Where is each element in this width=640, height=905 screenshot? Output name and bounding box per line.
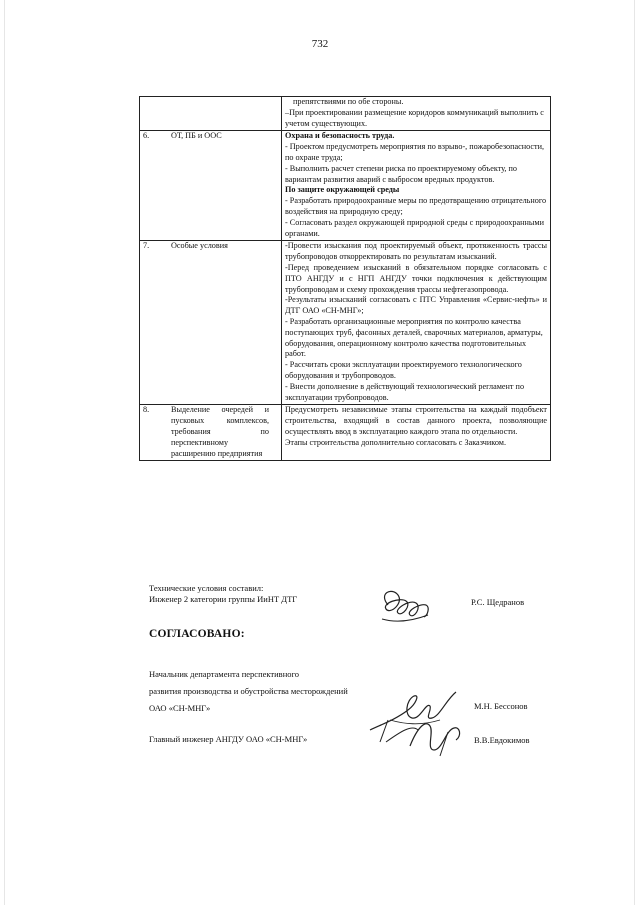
row-title: Особые условия [171,241,228,251]
row-header-cell [140,241,282,405]
row-paragraph: По защите окружающей среды [285,185,400,195]
row-paragraph: -Результаты изысканий согласовать с ПТС Управления «Сервис-нефть» и ДТГ ОАО «СН-МНГ»; [285,295,547,316]
signatory-position-1-line1: Начальник департамента перспективного [149,669,300,679]
row-number: 6. [143,131,150,141]
row-header-cell [140,405,282,461]
signatory-position-1-line3: ОАО «СН-МНГ» [149,703,211,713]
technical-conditions-table [139,96,551,461]
row-header-cell [140,97,282,131]
row-paragraph: –При проектировании размещение коридоров коммуникаций выполнить с учетом существующих. [285,107,544,128]
composed-by-block [149,583,297,604]
row-paragraph: - Рассчитать сроки эксплуатации проектируемого технологического оборудования и трубопроводов. [285,360,522,380]
signatory-position-2: Главный инженер АНГДУ ОАО «СН-МНГ» [149,734,308,744]
row-paragraph: Охрана и безопасность труда. [285,131,395,141]
signatory-name-2: В.В.Евдокимов [474,735,530,745]
row-paragraph: -Провести изыскания под проектируемый объект, протяженность трассы трубопроводов откорректировать по результатам изысканий. [285,241,547,262]
signatory-name-1: М.Н. Бессонов [474,701,528,711]
row-paragraph: Предусмотреть независимые этапы строительства на каждый подобъект строительства, входящий в состав данного проекта, позволяющие осуществлять ввод в эксплуатацию каждого этапа по отдельности. [285,405,547,436]
row-paragraph: -Перед проведением изысканий в обязательном порядке согласовать с ПТО АНГДУ и с НГП АНГДУ точки подключения к действующим трубопроводам и схему прохождения трассы нефтегазопровода. [285,262,547,294]
row-paragraph: - Выполнить расчет степени риска по проектируемому объекту, по вариантам развития аварий с выбросом вредных продуктов. [285,163,518,184]
row-number: 7. [143,241,150,251]
row-content-cell [282,405,551,461]
row-paragraph: Этапы строительства дополнительно согласовать с Заказчиком. [285,437,506,447]
row-paragraph: - Согласовать раздел окружающей природной среды с природоохранными органами. [285,217,544,238]
page-number: 732 [311,38,329,50]
row-paragraph: - Разработать организационные мероприятия по контролю качества поступающих труб, фасонных деталей, сварочных материалов, арматуры, оборудования, операционному контролю качества подготовительных работ. [285,316,543,359]
composer-name: Р.С. Щедранов [471,597,525,607]
composed-by-position: Инженер 2 категории группы ИиНТ ДТГ [149,593,298,604]
row-number: 8. [143,405,150,415]
agreed-heading: СОГЛАСОВАНО: [149,628,245,640]
composed-by-label: Технические условия составил: [149,583,264,593]
signature-evdokimov [404,716,468,760]
signatory-position-1-line2: развития производства и обустройства месторождений [149,686,348,696]
signatory-position-1 [149,666,348,717]
row-content-cell [282,97,551,131]
row-content-cell [282,131,551,241]
row-paragraph: - Разработать природоохранные меры по предотвращению отрицательного воздействия на природную среду; [285,196,547,216]
row-paragraph: - Проектом предусмотреть мероприятия по взрыво-, пожаробезопасности, по охране труда; [285,142,545,162]
table-row [140,241,551,405]
row-header-cell [140,131,282,241]
row-title: ОТ, ПБ и ООС [171,131,222,141]
table-row [140,97,551,131]
table-row [140,131,551,241]
row-title: Выделение очередей и пусковых комплексов, требования по перспективному расширению предприятия [171,405,269,458]
row-paragraph: - Внести дополнение в действующий технологический регламент по эксплуатации трубопроводов. [285,381,525,402]
signature-shchedranov [376,585,434,625]
row-paragraph: препятствиями по обе стороны. [293,97,404,106]
table-row [140,405,551,461]
row-content-cell [282,241,551,405]
